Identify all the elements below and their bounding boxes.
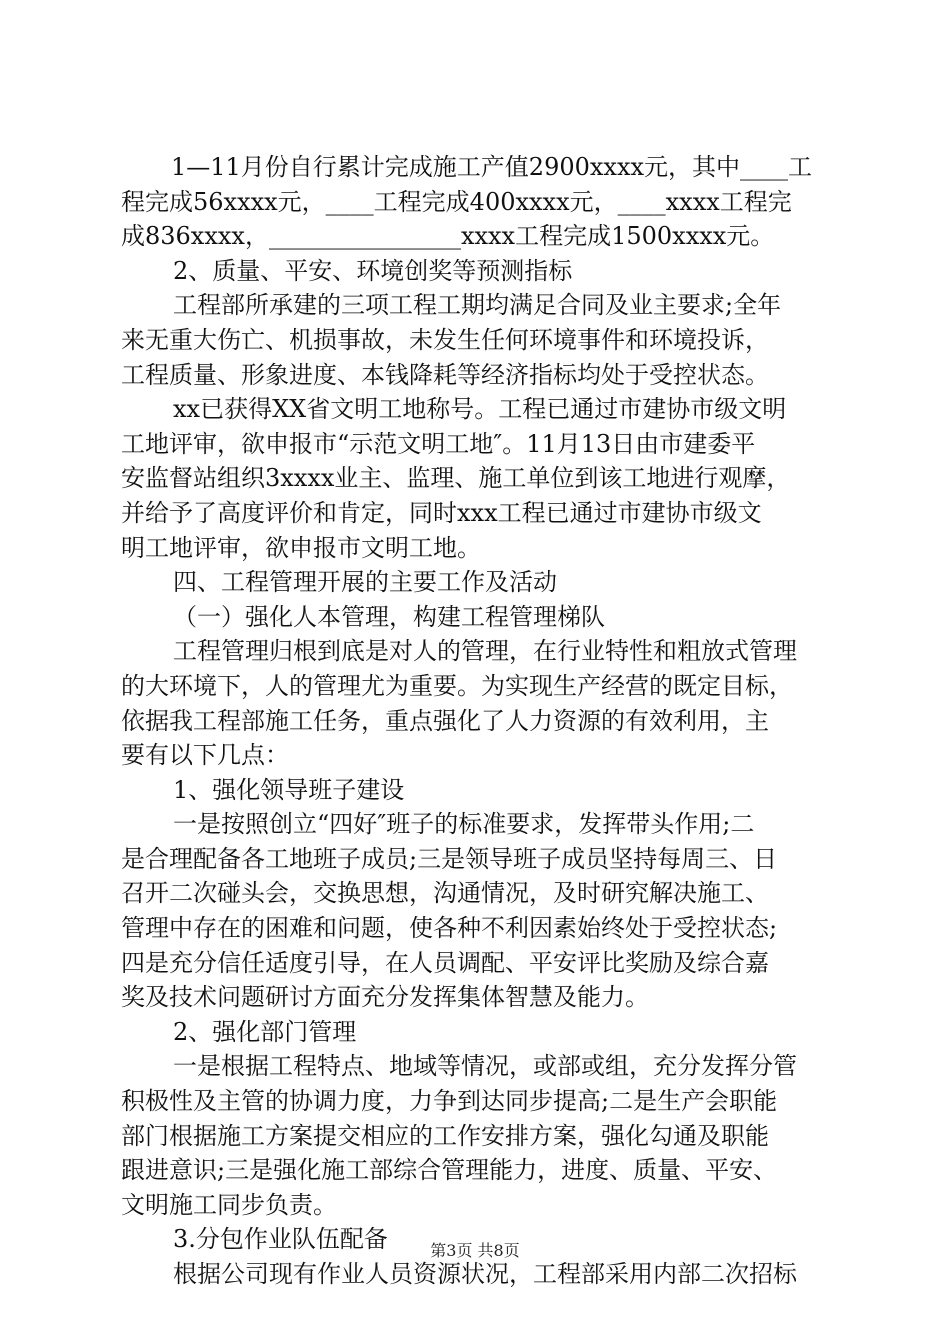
paragraph-line: 积极性及主管的协调力度，力争到达同步提高;二是生产会职能 <box>121 1087 778 1116</box>
paragraph-line: 工程管理归根到底是对人的管理，在行业特性和粗放式管理 <box>173 637 797 666</box>
page-number-footer: 第3页 共8页 <box>430 1241 520 1260</box>
paragraph-line: 要有以下几点： <box>121 741 289 770</box>
section-heading: 2、强化部门管理 <box>173 1017 357 1046</box>
paragraph-line: 工地评审，欲申报市“示范文明工地″。11月13日由市建委平 <box>121 429 756 458</box>
paragraph-line: 一是根据工程特点、地域等情况，或部或组，充分发挥分管 <box>173 1052 797 1081</box>
paragraph-line: 依据我工程部施工任务，重点强化了人力资源的有效利用，主 <box>121 706 769 735</box>
paragraph-line: 工程质量、形象进度、本钱降耗等经济指标均处于受控状态。 <box>121 360 769 389</box>
paragraph-line: 部门根据施工方案提交相应的工作安排方案，强化勾通及职能 <box>121 1121 769 1150</box>
paragraph-line: 是合理配备各工地班子成员;三是领导班子成员坚持每周三、日 <box>121 844 778 873</box>
paragraph-line: 奖及技术问题研讨方面充分发挥集体智慧及能力。 <box>121 983 649 1012</box>
section-heading: 四、工程管理开展的主要工作及活动 <box>173 568 557 597</box>
paragraph-line: xx已获得XX省文明工地称号。工程已通过市建协市级文明 <box>173 395 787 424</box>
paragraph-line: 四是充分信任适度引导，在人员调配、平安评比奖励及综合嘉 <box>121 948 769 977</box>
paragraph-line: 根据公司现有作业人员资源状况，工程部采用内部二次招标 <box>173 1260 797 1288</box>
paragraph-line: 召开二次碰头会，交换思想，沟通情况，及时研究解决施工、 <box>121 879 769 908</box>
paragraph-line: 文明施工同步负责。 <box>121 1190 337 1219</box>
paragraph-line: 工程部所承建的三项工程工期均满足合同及业主要求;全年 <box>173 291 782 320</box>
paragraph-line: 管理中存在的困难和问题，使各种不利因素始终处于受控状态; <box>121 914 778 943</box>
document-body <box>121 150 833 1292</box>
paragraph-line: 并给予了高度评价和肯定，同时xxx工程已通过市建协市级文 <box>121 498 762 527</box>
paragraph-line: 1—11月份自行累计完成施工产值2900xxxx元，其中____工 <box>171 153 813 181</box>
paragraph-line: 来无重大伤亡、机损事故，未发生任何环境事件和环境投诉， <box>121 325 769 354</box>
paragraph-line: 安监督站组织3xxxx业主、监理、施工单位到该工地进行观摩， <box>121 464 791 493</box>
paragraph-line: 跟进意识;三是强化施工部综合管理能力，进度、质量、平安、 <box>121 1156 778 1185</box>
paragraph-line: 程完成56xxxx元，____工程完成400xxxx元，____xxxx工程完 <box>121 187 792 216</box>
paragraph-line: 明工地评审，欲申报市文明工地。 <box>121 533 481 562</box>
section-heading: 1、强化领导班子建设 <box>173 775 405 804</box>
section-heading: 2、质量、平安、环境创奖等预测指标 <box>173 256 573 285</box>
section-heading: 3.分包作业队伍配备 <box>173 1225 388 1254</box>
section-heading: （一）强化人本管理，构建工程管理梯队 <box>173 602 605 631</box>
paragraph-line: 一是按照创立“四好″班子的标准要求，发挥带头作用;二 <box>173 810 755 839</box>
paragraph-line: 成836xxxx，________________xxxx工程完成1500xxxx元。 <box>121 222 775 251</box>
paragraph-line: 的大环境下，人的管理尤为重要。为实现生产经营的既定目标， <box>121 671 793 700</box>
